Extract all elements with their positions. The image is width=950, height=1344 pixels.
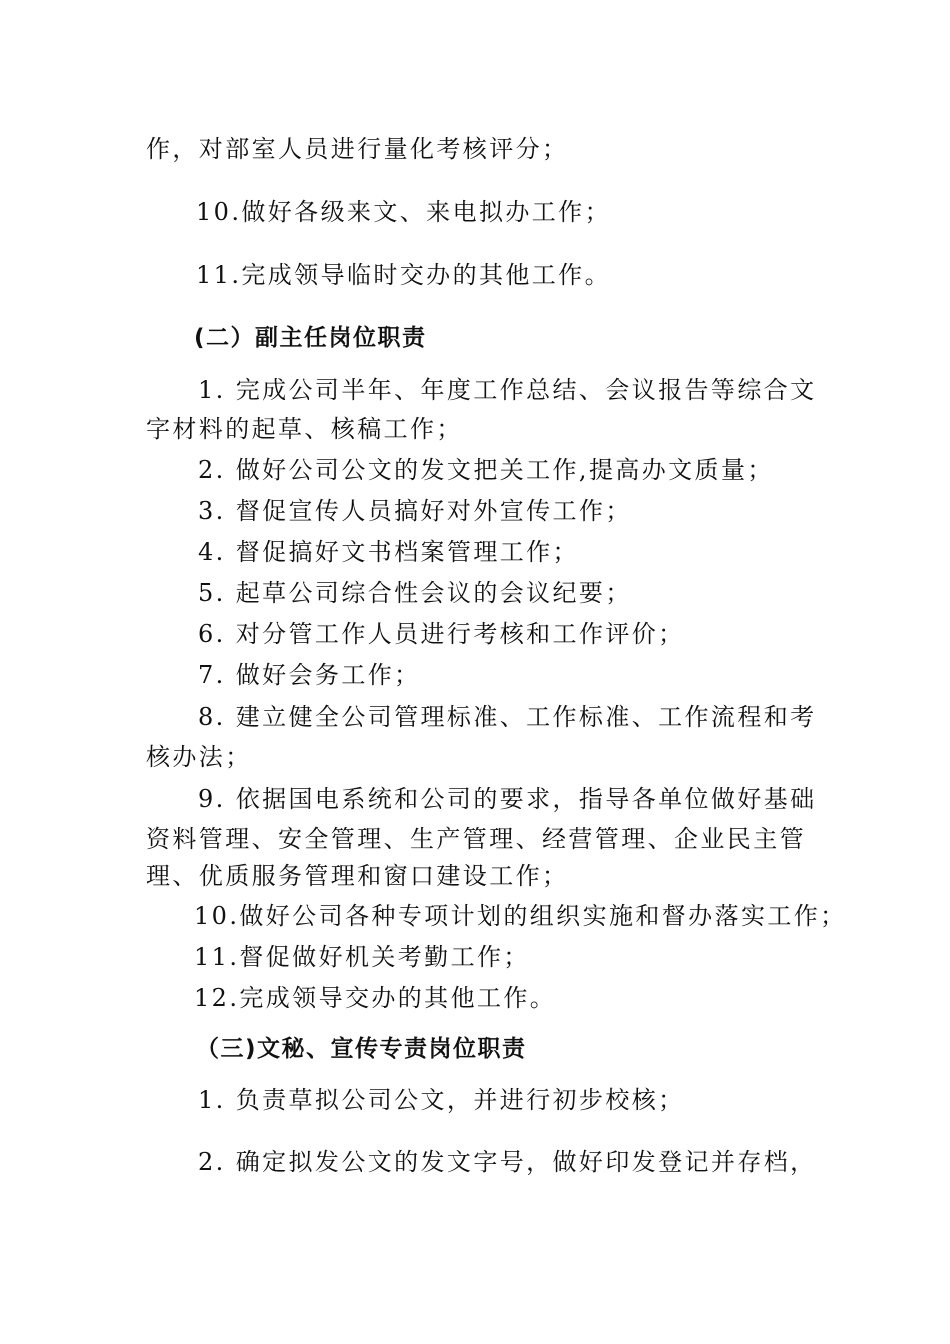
list-item: 12.完成领导交办的其他工作。 bbox=[194, 984, 557, 1012]
section-heading: （三)文秘、宣传专责岗位职责 bbox=[196, 1036, 527, 1062]
list-item: 10.做好各级来文、来电拟办工作； bbox=[196, 198, 611, 226]
text-line: 资料管理、安全管理、生产管理、经营管理、企业民主管 bbox=[146, 825, 806, 853]
list-item: 4. 督促搞好文书档案管理工作； bbox=[198, 538, 579, 566]
text-line: 作，对部室人员进行量化考核评分； bbox=[146, 135, 569, 163]
list-item: 2. 做好公司公文的发文把关工作,提高办文质量； bbox=[198, 456, 774, 484]
list-item: 9. 依据国电系统和公司的要求，指导各单位做好基础 bbox=[198, 785, 817, 813]
list-item: 6. 对分管工作人员进行考核和工作评价； bbox=[198, 620, 685, 648]
list-item: 3. 督促宣传人员搞好对外宣传工作； bbox=[198, 497, 632, 525]
list-item: 8. 建立健全公司管理标准、工作标准、工作流程和考 bbox=[198, 703, 817, 731]
list-item: 5. 起草公司综合性会议的会议纪要； bbox=[198, 579, 632, 607]
list-item: 11.督促做好机关考勤工作； bbox=[194, 943, 530, 971]
list-item: 11.完成领导临时交办的其他工作。 bbox=[196, 261, 611, 289]
text-line: 核办法； bbox=[146, 743, 252, 771]
text-line: 理、优质服务管理和窗口建设工作； bbox=[146, 862, 569, 890]
list-item: 1. 完成公司半年、年度工作总结、会议报告等综合文 bbox=[198, 376, 817, 404]
list-item: 2. 确定拟发公文的发文字号，做好印发登记并存档， bbox=[198, 1148, 817, 1176]
section-heading: (二）副主任岗位职责 bbox=[194, 325, 427, 351]
list-item: 10.做好公司各种专项计划的组织实施和督办落实工作； bbox=[194, 902, 847, 930]
text-line: 字材料的起草、核稿工作； bbox=[146, 415, 463, 443]
list-item: 1. 负责草拟公司公文，并进行初步校核； bbox=[198, 1086, 685, 1114]
list-item: 7. 做好会务工作； bbox=[198, 661, 421, 689]
